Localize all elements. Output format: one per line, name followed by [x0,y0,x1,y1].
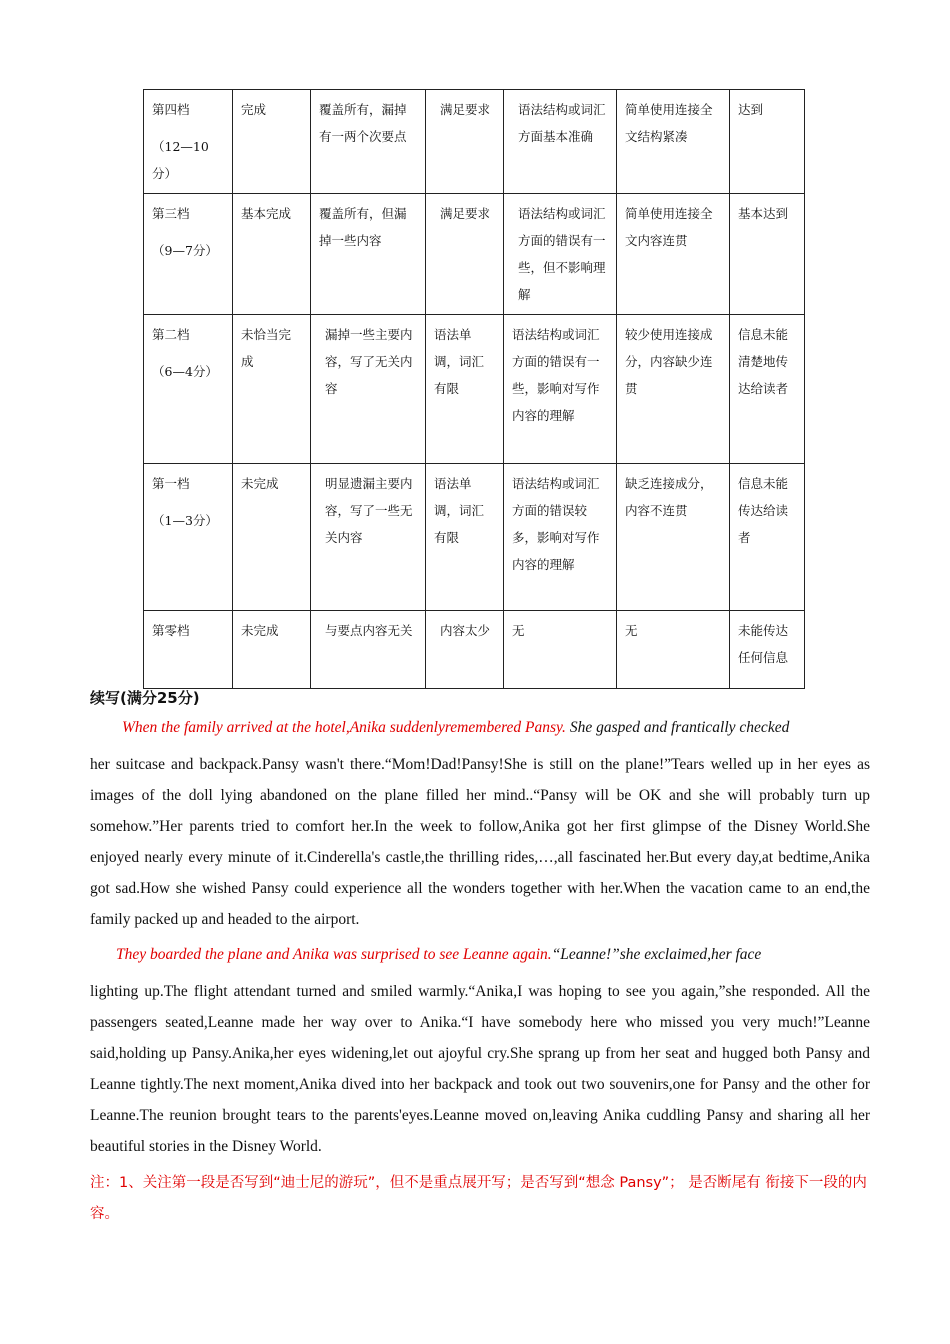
level-cell [144,611,233,689]
grammar-cell: 语法结构或词汇方面基本准确 [504,90,617,194]
grammar-cell: 无 [504,611,617,689]
paragraph-one-lead-continuation: She gasped and frantically checked [565,719,790,736]
cohesion-cell: 简单使用连接全文内容连贯 [617,194,730,315]
section-title: 续写(满分25分) [90,689,200,707]
cohesion-cell: 较少使用连接成分，内容缺少连贯 [617,315,730,464]
task-cell: 未完成 [233,611,311,689]
scoring-rubric-table [143,89,805,689]
continuation-writing-section [90,686,870,1230]
rubric-row [144,611,805,689]
level-range: （6—4分） [152,364,218,379]
level-label: 第零档 [152,623,190,638]
task-cell: 基本完成 [233,194,311,315]
level-cell [144,90,233,194]
level-label: 第四档 [152,102,190,117]
rubric-row [144,90,805,194]
vocab-cell: 语法单调，词汇有限 [426,315,504,464]
paragraph-two-body: lighting up.The flight attendant turned and smiled warmly.“Anika,I was hoping to see you again,”she responded. All the passengers seated,Leanne made her way over to Anika.“I have somebody here who missed you very much!”Leanne said,holding up Pansy.Anika,her eyes widening,let out ajoyful cry.She sprang up from her seat and hugged both Pansy and Leanne tightly.The next moment,Anika dived into her backpack and took out two souvenirs,one for Pansy and the other for Leanne.The reunion brought tears to the parents'eyes.Leanne moved on,leaving Anika cuddling Pansy and sharing all her beautiful stories in the Disney World. [90,983,870,1155]
content-cell: 覆盖所有，漏掉有一两个次要点 [311,90,426,194]
effect-cell: 未能传达任何信息 [730,611,805,689]
content-cell: 覆盖所有，但漏掉一些内容 [311,194,426,315]
content-cell: 与要点内容无关 [311,611,426,689]
vocab-cell: 语法单调，词汇有限 [426,464,504,611]
content-cell: 漏掉一些主要内容，写了无关内容 [311,315,426,464]
cohesion-cell: 简单使用连接全文结构紧凑 [617,90,730,194]
paragraph-one-lead-sentence: When the family arrived at the hotel,Anika suddenlyremembered Pansy. [122,719,566,736]
rubric-row [144,464,805,611]
rubric-row [144,194,805,315]
paragraph-two-lead-continuation: “Leanne!”she exclaimed,her face [551,946,762,963]
vocab-cell: 满足要求 [426,194,504,315]
level-range: （9—7分） [152,243,218,258]
task-cell: 未恰当完成 [233,315,311,464]
level-range: （12—10分） [152,139,209,181]
level-label: 第一档 [152,476,190,491]
paragraph-one [90,712,870,743]
grammar-cell: 语法结构或词汇方面的错误有一些，但不影响理解 [504,194,617,315]
grammar-cell: 语法结构或词汇方面的错误有一些，影响对写作内容的理解 [504,315,617,464]
paragraph-two-lead-sentence: They boarded the plane and Anika was surprised to see Leanne again. [116,946,552,963]
content-cell: 明显遗漏主要内容，写了一些无关内容 [311,464,426,611]
level-cell [144,464,233,611]
effect-cell: 基本达到 [730,194,805,315]
level-cell [144,315,233,464]
grammar-cell: 语法结构或词汇方面的错误较多，影响对写作内容的理解 [504,464,617,611]
grading-note: 注：1、关注第一段是否写到“迪士尼的游玩”，但不是重点展开写；是否写到“想念 Pansy”； 是否断尾有 衔接下一段的内容。 [90,1175,867,1222]
vocab-cell: 满足要求 [426,90,504,194]
level-cell [144,194,233,315]
rubric-row [144,315,805,464]
paragraph-two [90,939,870,970]
paragraph-one-body: her suitcase and backpack.Pansy wasn't there.“Mom!Dad!Pansy!She is still on the plane!”Tears welled up in her eyes as images of the doll lying abandoned on the plane filled her mind..“Pansy will be OK and she will probably turn up somehow.”Her parents tried to comfort her.In the week to follow,Anika got her first glimpse of the Disney World.She enjoyed nearly every minute of it.Cinderella's castle,the thrilling rides,…,all fascinated her.But every day,at bedtime,Anika got sad.How she wished Pansy could experience all the wonders together with her.When the vacation came to an end,the family packed up and headed to the airport. [90,756,870,928]
vocab-cell: 内容太少 [426,611,504,689]
level-label: 第二档 [152,327,190,342]
cohesion-cell: 缺乏连接成分，内容不连贯 [617,464,730,611]
effect-cell: 信息未能清楚地传达给读者 [730,315,805,464]
cohesion-cell: 无 [617,611,730,689]
task-cell: 完成 [233,90,311,194]
effect-cell: 达到 [730,90,805,194]
effect-cell: 信息未能传达给读者 [730,464,805,611]
level-range: （1—3分） [152,513,218,528]
task-cell: 未完成 [233,464,311,611]
level-label: 第三档 [152,206,190,221]
